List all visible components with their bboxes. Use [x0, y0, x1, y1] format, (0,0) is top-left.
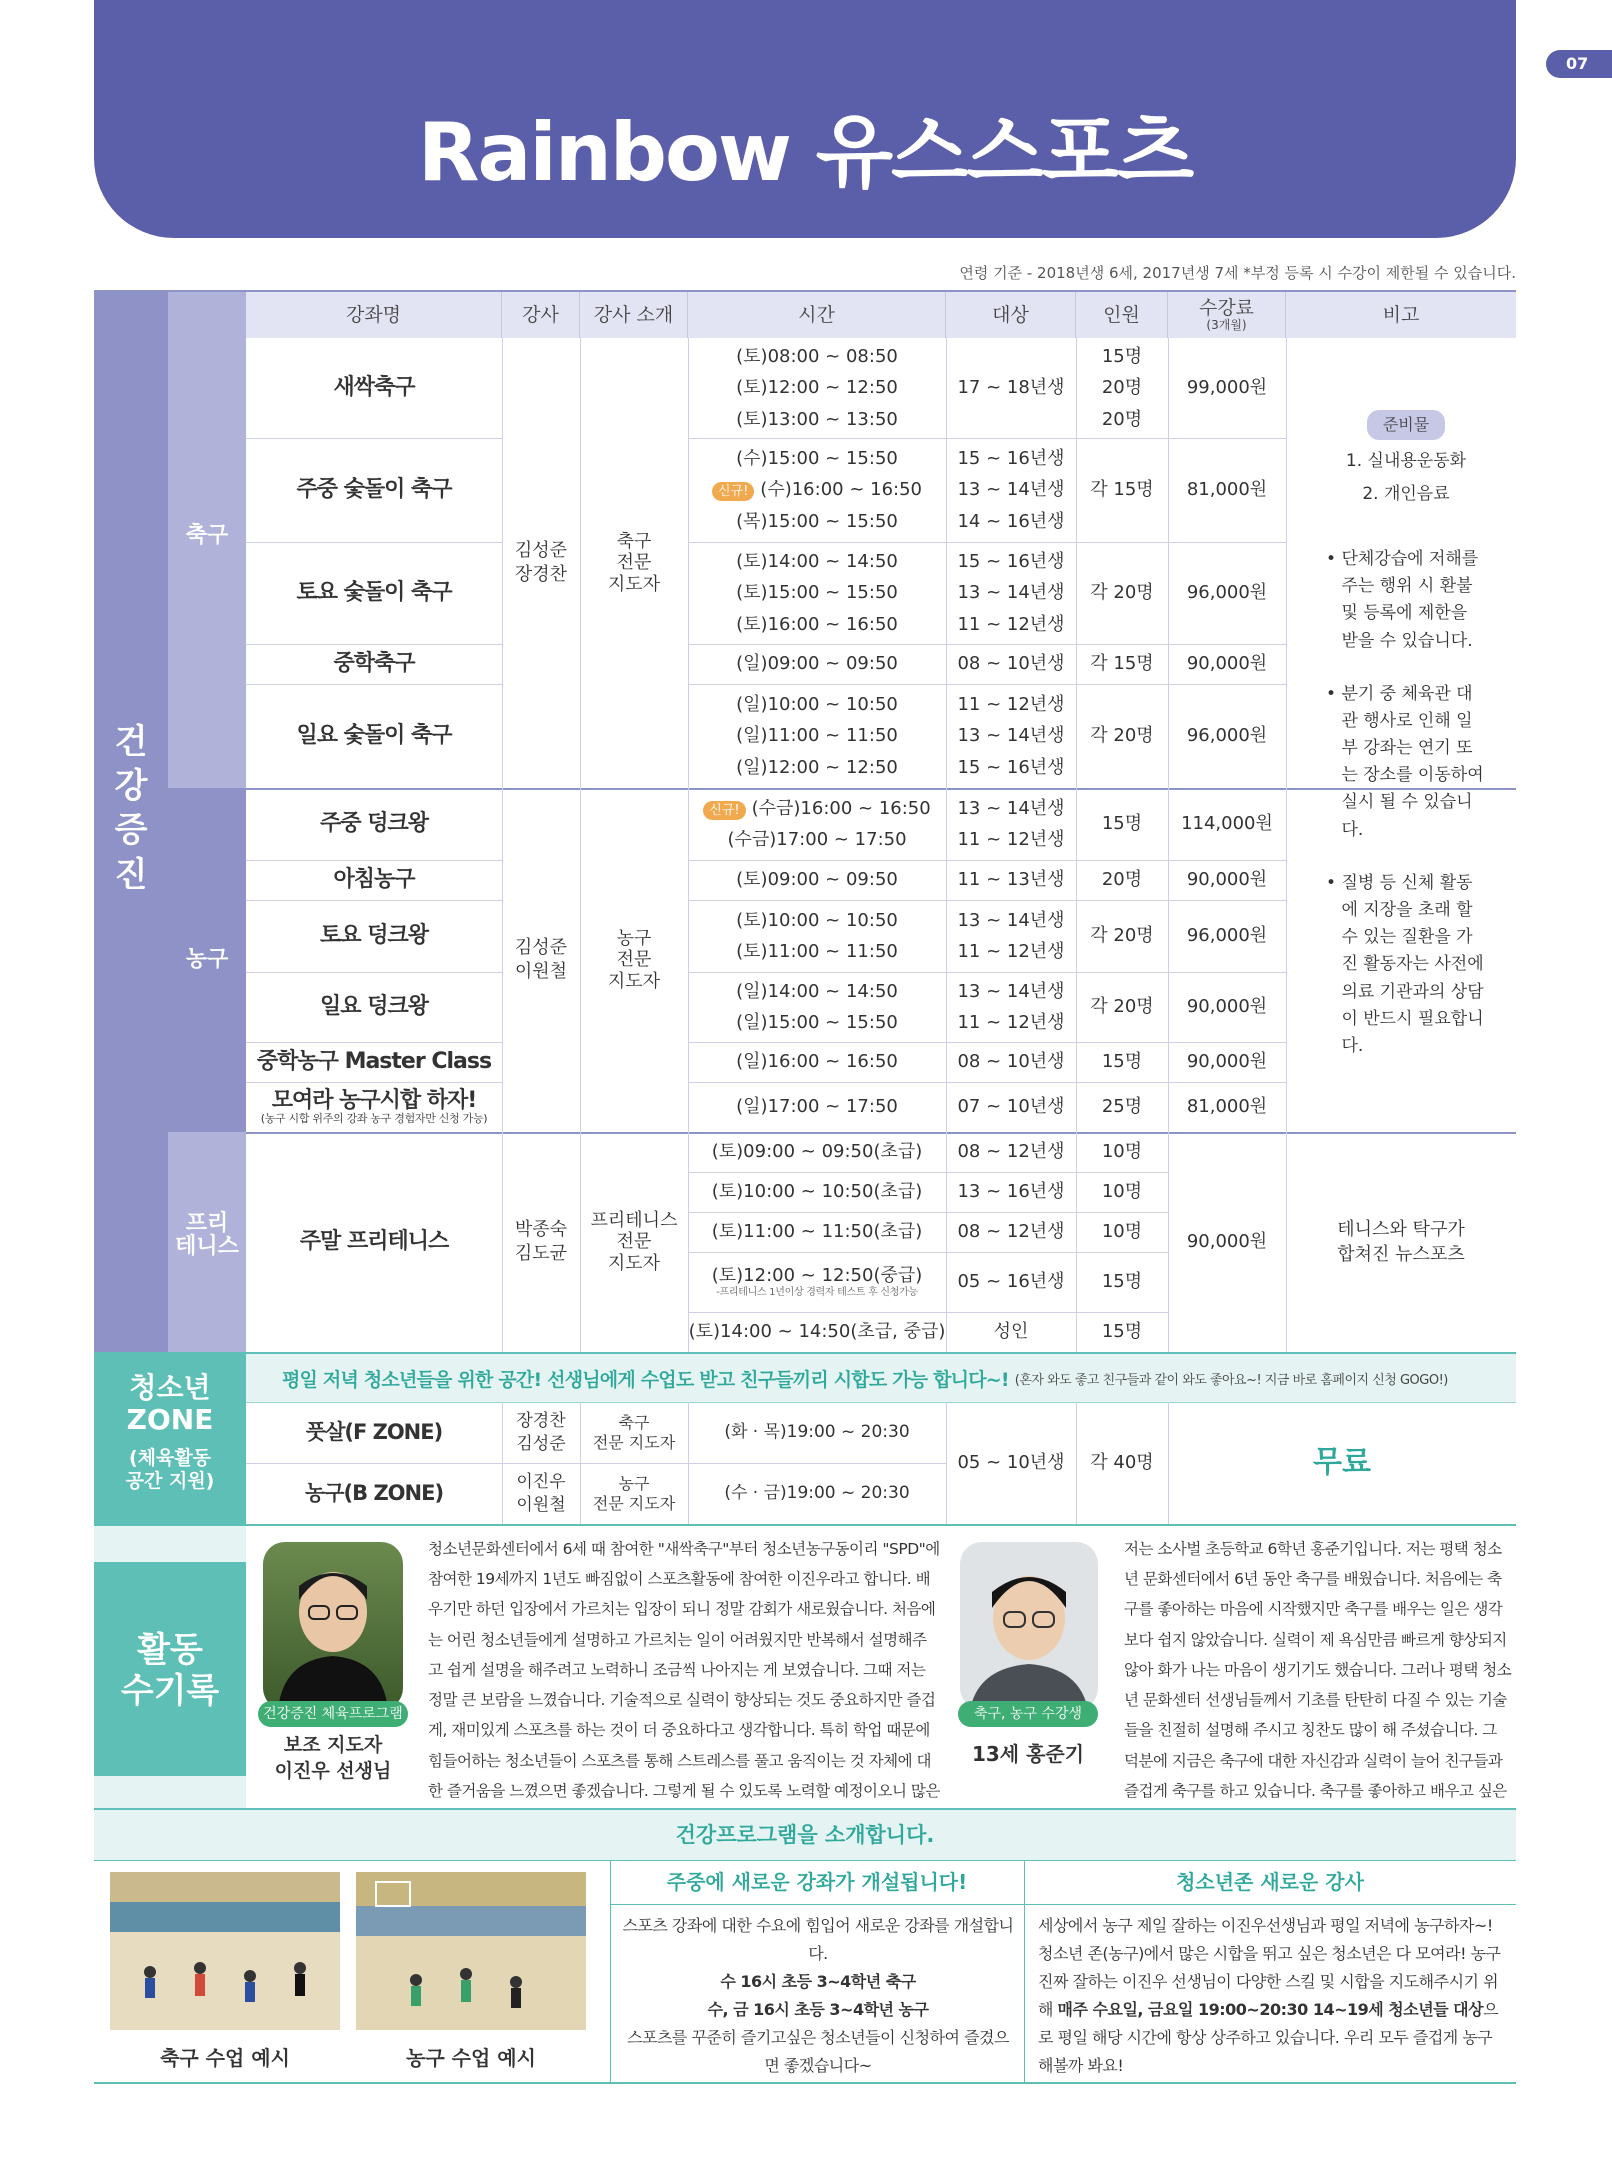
- time-slot: [736, 609, 898, 641]
- prep-label: 준비물: [1367, 410, 1445, 440]
- new-badge: 신규!: [712, 482, 754, 501]
- intro-line: [610, 1904, 1516, 1905]
- time-text: (일)10:00 ~ 10:50: [736, 693, 898, 715]
- box1-line: 수 16시 초등 3~4학년 축구: [720, 1972, 916, 1991]
- time-text: (토)08:00 ~ 08:50: [736, 345, 898, 367]
- tennis-course-name: 주말 프리테니스: [299, 1228, 449, 1254]
- soccer-target: [946, 438, 1076, 542]
- photo-caption: 농구 수업 예시: [406, 2046, 536, 2070]
- soccer-intro: 축구 전문 지도자: [607, 530, 661, 595]
- time-text: (토)12:00 ~ 12:50: [736, 377, 898, 399]
- target-text: 11 ~ 12년생: [957, 1012, 1065, 1033]
- basketball-course-name: [246, 788, 502, 860]
- soccer-target: 17 ~ 18년생: [957, 377, 1065, 399]
- basketball-target: [946, 900, 1076, 972]
- remark-bullet: • 분기 중 체육관 대관 행사로 인해 일부 강좌는 연기 또는 장소를 이동하여 실시 될 수 있습니다.: [1326, 683, 1484, 840]
- page-title: Rainbow 유스스포츠: [417, 106, 1193, 199]
- youth-course-name: 농구(B ZONE): [304, 1481, 444, 1506]
- time-slot: [736, 936, 898, 968]
- youth-instructor: 이진우 이원철: [516, 1472, 566, 1515]
- youth-time: (화 · 목)19:00 ~ 20:30: [724, 1421, 910, 1442]
- remarks-panel: [1286, 338, 1516, 1132]
- soccer-course-name: [246, 438, 502, 542]
- basketball-time: [688, 972, 946, 1042]
- person-icon: [263, 1542, 403, 1710]
- youth-capacity: 각 40명: [1090, 1452, 1154, 1474]
- time-text: (토)15:00 ~ 15:50: [736, 582, 898, 604]
- basketball-fee: 90,000원: [1186, 1051, 1268, 1073]
- student-badge: 축구, 농구 수강생: [958, 1701, 1098, 1727]
- time-slot: [736, 905, 898, 937]
- time-text: (수)15:00 ~ 15:50: [736, 447, 898, 469]
- tennis-capacity: 10명: [1101, 1141, 1143, 1163]
- target-text: 13 ~ 14년생: [957, 479, 1065, 501]
- tennis-fee: 90,000원: [1186, 1231, 1268, 1253]
- tennis-category-label: 프리 테니스: [175, 1211, 239, 1260]
- box2-body: [1038, 1912, 1508, 2080]
- tennis-target: 성인: [993, 1321, 1029, 1343]
- header-banner: [94, 0, 1516, 238]
- age-note: 연령 기준 - 2018년생 6세, 2017년생 7세 *부정 등록 시 수강이 제한될 수 있습니다.: [959, 264, 1516, 282]
- tennis-time: [688, 1252, 946, 1312]
- soccer-capacity: 각 20명: [1090, 582, 1154, 604]
- student-photo: [960, 1542, 1098, 1710]
- time-slot: [736, 1007, 898, 1039]
- basketball-target: [946, 788, 1076, 860]
- header-target: 대상: [946, 292, 1076, 338]
- basketball-fee: 90,000원: [1186, 996, 1268, 1018]
- time-text: (토)09:00 ~ 09:50(초급): [711, 1141, 923, 1163]
- box1-line: 수, 금 16시 초등 3~4학년 농구: [707, 2000, 929, 2019]
- soccer-capacity: [1076, 338, 1168, 438]
- target-text: 15 ~ 16년생: [957, 550, 1065, 572]
- soccer-target: [946, 684, 1076, 788]
- time-slot: [736, 546, 898, 578]
- course-name-text: 모여라 농구시합 하자!: [271, 1087, 477, 1113]
- activity-label: 활동 수기록: [120, 1630, 220, 1711]
- youth-time: (수 · 금)19:00 ~ 20:30: [724, 1482, 910, 1503]
- time-text: (토)09:00 ~ 09:50: [736, 869, 898, 891]
- basketball-time: [688, 788, 946, 860]
- basketball-capacity: 각 20명: [1090, 925, 1154, 947]
- time-slot: [736, 506, 898, 538]
- soccer-time: [688, 644, 946, 684]
- soccer-time: [688, 338, 946, 438]
- soccer-target: 08 ~ 10년생: [957, 653, 1065, 675]
- soccer-time: [688, 542, 946, 644]
- section-health-label: 건강증진: [114, 722, 148, 895]
- header-course: 강좌명: [246, 292, 502, 338]
- course-name-text: 토요 덩크왕: [320, 922, 428, 948]
- soccer-class-photo: [110, 1872, 340, 2030]
- teacher-story: 청소년문화센터에서 6세 때 참여한 "새싹축구"부터 청소년농구동이리 "SPD"에 참여한 19세까지 1년도 빠짐없이 스포츠활동에 참여한 이진우라고 합니다. 배우기만 하던 입장에서 가르치는 입장이 되니 정말 감회가 새로웠습니다. 처음에는 어린 청소년들에게 설명하고 가르치는 일이 어려웠지만 반복해서 설명해주고 쉽게 설명을 해주려고 노력하니 조금씩 나아지는 게 보였습니다. 그때 저는 정말 큰 보람을 느꼈습니다. 기술적으로 실력이 향상되는 것도 중요하지만 즐겁게, 재미있게 스포츠를 하는 것이 더 중요하다고 생각합니다. 특히 학업 때문에 힘들어하는 청소년들이 스포츠를 통해 스트레스를 풀고 움직이는 것 자체에 대한 즐거움을 느꼈으면 좋겠습니다. 그렇게 될 수 있도록 노력할 예정이오니 많은: [428, 1540, 940, 1800]
- basketball-capacity: 15명: [1101, 813, 1143, 835]
- time-slot: [736, 648, 898, 680]
- soccer-fee: 96,000원: [1186, 582, 1268, 604]
- tennis-time: [688, 1172, 946, 1212]
- bottom-border: [94, 2082, 1516, 2084]
- youth-label: 청소년 ZONE: [126, 1371, 214, 1437]
- time-slot: [736, 720, 898, 752]
- student-story: 저는 소사벌 초등학교 6학년 홍준기입니다. 저는 평택 청소년 문화센터에서 6년 동안 축구를 배웠습니다. 처음에는 축구를 좋아하는 마음에 시작했지만 축구를 배우는 일은 생각보다 쉽지 않았습니다. 실력이 제 욕심만큼 빠르게 향상되지 않아 화가 나는 마음이 생기기도 했습니다. 그러나 평택 청소년 문화센터 선생님들께서 기초를 탄탄히 다질 수 있는 기술들을 친절히 설명해 주시고 칭찬도 많이 해 주셨습니다. 그 덕분에 지금은 축구에 대한 자신감과 실력이 늘어 친구들과 즐겁게 축구를 하고 있습니다. 축구를 좋아하고 배우고 싶은: [1124, 1540, 1512, 1800]
- time-slot: [736, 341, 898, 373]
- basketball-fee: 114,000원: [1181, 813, 1273, 835]
- remark-bullet: • 단체강습에 저해를 주는 행위 시 환불 및 등록에 제한을 받을 수 있습니다.: [1326, 548, 1479, 651]
- youth-banner-sub: (혼자 와도 좋고 친구들과 같이 와도 좋아요~! 지금 바로 홈페이지 신청 GOGO!): [1014, 1372, 1448, 1388]
- soccer-capacity: 각 20명: [1090, 725, 1154, 747]
- course-name-text: 아침농구: [333, 866, 415, 892]
- tennis-time: [688, 1132, 946, 1172]
- youth-banner: [246, 1354, 1516, 1402]
- header-fee-sub: (3개월): [1206, 317, 1247, 332]
- time-text: (일)15:00 ~ 15:50: [736, 1012, 898, 1033]
- soccer-fee: 81,000원: [1186, 479, 1268, 501]
- course-name-text: 일요 덩크왕: [320, 993, 428, 1019]
- header-fee-label: 수강료: [1198, 296, 1255, 319]
- target-text: 11 ~ 12년생: [957, 693, 1065, 715]
- soccer-target: [946, 542, 1076, 644]
- soccer-capacity: 각 15명: [1090, 653, 1154, 675]
- time-text: (토)11:00 ~ 11:50: [736, 941, 898, 962]
- time-text: (토)14:00 ~ 14:50(초급, 중급): [688, 1321, 946, 1343]
- basketball-fee: 96,000원: [1186, 925, 1268, 947]
- time-text: (토)13:00 ~ 13:50: [736, 408, 898, 430]
- soccer-fee: 96,000원: [1186, 725, 1268, 747]
- remark-bullet: • 질병 등 신체 활동에 지장을 초래 할 수 있는 질환을 가진 활동자는 사전에 의료 기관과의 상담이 반드시 필요합니다.: [1326, 872, 1484, 1056]
- course-name-text: 새싹축구: [333, 374, 415, 400]
- time-text: (수금)16:00 ~ 16:50: [751, 797, 931, 819]
- soccer-time: [688, 684, 946, 788]
- soccer-fee: 90,000원: [1186, 653, 1268, 675]
- youth-intro: 농구 전문 지도자: [592, 1474, 676, 1513]
- box1-line: 스포츠 강좌에 대한 수요에 힘입어 새로운 강좌를 개설합니다.: [622, 1916, 1014, 1963]
- soccer-course-name: [246, 684, 502, 788]
- teacher-photo: [263, 1542, 403, 1710]
- time-text: (토)16:00 ~ 16:50: [736, 613, 898, 635]
- basketball-intro: 농구 전문 지도자: [607, 927, 661, 992]
- basketball-course-name: [246, 972, 502, 1042]
- time-text: (토)12:00 ~ 12:50(중급): [711, 1265, 923, 1287]
- photo-caption: 축구 수업 예시: [160, 2046, 290, 2070]
- time-text: (수)16:00 ~ 16:50: [760, 479, 923, 501]
- time-slot: [736, 1091, 898, 1123]
- basketball-time: [688, 900, 946, 972]
- course-name-sub: (농구 시합 위주의 강좌 농구 경험자만 신청 가능): [260, 1112, 488, 1126]
- box2-text: 으로 평일 해당 시간에 항상 상주하고 있습니다. 우리 모두 즐겁게 농구 해볼까 봐요!: [1038, 2000, 1499, 2075]
- soccer-instructor: 김성준 장경찬: [514, 539, 568, 585]
- box2-bold: 매주 수요일, 금요일 19:00~20:30 14~19세 청소년들 대상: [1057, 2000, 1484, 2019]
- box2-text: 세상에서 농구 제일 잘하는 이진우선생님과 평일 저녁에 농구하자~! 청소년 존(농구)에서 많은 시합을 뛰고 싶은 청소년은 다 모여라! 농구 진짜 잘하는 이진우 선생님이 다양한 스킬 및 시합을 지도해주시기 위해: [1038, 1916, 1501, 2019]
- time-text: (수금)17:00 ~ 17:50: [727, 829, 907, 850]
- basketball-target: 08 ~ 10년생: [957, 1051, 1065, 1073]
- time-text: (일)12:00 ~ 12:50: [736, 756, 898, 778]
- basketball-capacity: 15명: [1101, 1051, 1143, 1073]
- soccer-capacity: 각 15명: [1090, 479, 1154, 501]
- header-time: 시간: [688, 292, 946, 338]
- box1-line: 스포츠를 꾸준히 즐기고싶은 청소년들이 신청하여 즐겼으면 좋겠습니다~: [627, 2028, 1009, 2075]
- student-name: 13세 홍준기: [971, 1742, 1085, 1766]
- basketball-course-name: [246, 900, 502, 972]
- youth-intro: 축구 전문 지도자: [592, 1413, 676, 1452]
- time-slot: [736, 1046, 898, 1078]
- target-text: 14 ~ 16년생: [957, 510, 1065, 532]
- target-text: 11 ~ 12년생: [957, 941, 1065, 962]
- teacher-name: 이진우 선생님: [274, 1760, 392, 1782]
- tennis-intro: 프리테니스 전문 지도자: [590, 1209, 678, 1274]
- basketball-fee: 81,000원: [1186, 1096, 1268, 1118]
- basketball-category-label: 농구: [185, 947, 229, 972]
- header-fee: [1168, 292, 1286, 338]
- soccer-course-name: [246, 644, 502, 684]
- time-slot: [736, 976, 898, 1008]
- basketball-fee: 90,000원: [1186, 869, 1268, 891]
- time-text: (일)11:00 ~ 11:50: [736, 725, 898, 747]
- target-text: 13 ~ 14년생: [957, 980, 1065, 1002]
- youth-instructor: 장경찬 김성준: [516, 1411, 566, 1454]
- capacity-text: 15명: [1101, 345, 1143, 367]
- capacity-text: 20명: [1101, 377, 1143, 399]
- time-text: (토)11:00 ~ 11:50(초급): [711, 1221, 923, 1243]
- new-badge: 신규!: [703, 801, 745, 820]
- header-capacity: 인원: [1076, 292, 1168, 338]
- basketball-class-photo: [356, 1872, 586, 2030]
- intro-title-bar: [94, 1810, 1516, 1860]
- teacher-role: 보조 지도자: [283, 1734, 383, 1756]
- time-text: (토)10:00 ~ 10:50: [736, 909, 898, 931]
- tennis-instructor: 박종숙 김도균: [514, 1218, 568, 1264]
- basketball-course-name: [246, 860, 502, 900]
- course-name-text: 일요 숯돌이 축구: [296, 722, 452, 748]
- course-name-text: 중학농구 Master Class: [256, 1048, 492, 1074]
- time-slot: [736, 752, 898, 784]
- time-slot: [727, 824, 906, 856]
- target-text: 13 ~ 14년생: [957, 797, 1065, 819]
- time-slot: [736, 372, 898, 404]
- header-remark: 비고: [1286, 292, 1516, 338]
- basketball-course-name: [246, 1042, 502, 1082]
- basketball-capacity: 25명: [1101, 1096, 1143, 1118]
- target-text: 13 ~ 14년생: [957, 909, 1065, 931]
- soccer-course-name: [246, 338, 502, 438]
- target-text: 15 ~ 16년생: [957, 756, 1065, 778]
- youth-target: 05 ~ 10년생: [957, 1452, 1065, 1474]
- tennis-capacity: 15명: [1101, 1271, 1143, 1293]
- time-text: (목)15:00 ~ 15:50: [736, 510, 898, 532]
- youth-sublabel: (체육활동 공간 지원): [125, 1447, 215, 1492]
- prep-item: 1. 실내용운동화: [1345, 450, 1467, 471]
- box1-title: 주중에 새로운 강좌가 개설됩니다!: [666, 1870, 968, 1894]
- tennis-capacity: 10명: [1101, 1221, 1143, 1243]
- soccer-time: [688, 438, 946, 542]
- intro-title: 건강프로그램을 소개합니다.: [675, 1823, 935, 1847]
- time-slot: [736, 443, 898, 475]
- tennis-target: 13 ~ 16년생: [957, 1181, 1065, 1203]
- players-icon: [110, 1872, 340, 2030]
- tennis-capacity: 15명: [1101, 1321, 1143, 1343]
- players-icon: [356, 1872, 586, 2030]
- page-number: 07: [1546, 50, 1612, 78]
- target-text: 11 ~ 12년생: [957, 829, 1065, 850]
- course-name-text: 주중 숯돌이 축구: [296, 476, 452, 502]
- tennis-remark: 테니스와 탁구가 합쳐진 뉴스포츠: [1337, 1218, 1465, 1265]
- basketball-instructor: 김성준 이원철: [514, 936, 568, 982]
- time-text: (토)14:00 ~ 14:50: [736, 550, 898, 572]
- time-slot: [736, 864, 898, 896]
- youth-banner-text: 평일 저녁 청소년들을 위한 공간! 선생님에게 수업도 받고 친구들끼리 시합도 가능 합니다~!: [282, 1368, 1009, 1391]
- time-slot: [712, 474, 922, 506]
- tennis-capacity: 10명: [1101, 1181, 1143, 1203]
- youth-course-name: 풋살(F ZONE): [305, 1420, 443, 1445]
- basketball-time: [688, 860, 946, 900]
- target-text: 11 ~ 12년생: [957, 613, 1065, 635]
- course-name-text: 주중 덩크왕: [320, 810, 428, 836]
- basketball-course-name: [246, 1082, 502, 1132]
- time-slot: [736, 577, 898, 609]
- header-intro: 강사 소개: [580, 292, 688, 338]
- basketball-target: [946, 972, 1076, 1042]
- basketball-target: 11 ~ 13년생: [957, 869, 1065, 891]
- target-text: 13 ~ 14년생: [957, 582, 1065, 604]
- time-slot: [736, 689, 898, 721]
- capacity-text: 20명: [1101, 408, 1143, 430]
- basketball-time: [688, 1042, 946, 1082]
- time-text: (일)17:00 ~ 17:50: [736, 1096, 898, 1118]
- target-text: 15 ~ 16년생: [957, 447, 1065, 469]
- tennis-target: 05 ~ 16년생: [957, 1271, 1065, 1293]
- header-instructor: 강사: [502, 292, 580, 338]
- youth-fee: 무료: [1313, 1444, 1371, 1480]
- tennis-target: 08 ~ 12년생: [957, 1221, 1065, 1243]
- course-name-text: 토요 숯돌이 축구: [296, 579, 452, 605]
- tennis-target: 08 ~ 12년생: [957, 1141, 1065, 1163]
- box1-body: [622, 1912, 1014, 2080]
- prep-item: 2. 개인음료: [1362, 483, 1450, 504]
- time-text: (일)16:00 ~ 16:50: [736, 1051, 898, 1073]
- time-text: (일)14:00 ~ 14:50: [736, 980, 898, 1002]
- basketball-capacity: 20명: [1101, 869, 1143, 891]
- person-icon: [960, 1542, 1098, 1710]
- course-name-text: 중학축구: [333, 650, 415, 676]
- target-text: 13 ~ 14년생: [957, 725, 1065, 747]
- box2-title: 청소년존 새로운 강사: [1176, 1870, 1364, 1894]
- time-slot: [703, 793, 930, 825]
- basketball-target: 07 ~ 10년생: [957, 1096, 1065, 1118]
- time-sub: -프리테니스 1년이상 경력자 테스트 후 신청가능: [716, 1286, 918, 1298]
- tennis-time: [688, 1212, 946, 1252]
- time-text: (토)10:00 ~ 10:50(초급): [711, 1181, 923, 1203]
- basketball-capacity: 각 20명: [1090, 996, 1154, 1018]
- soccer-category-label: 축구: [185, 523, 229, 548]
- soccer-fee: 99,000원: [1186, 377, 1268, 399]
- tennis-time: [688, 1312, 946, 1352]
- activity-top-border: [94, 1524, 1516, 1526]
- time-text: (일)09:00 ~ 09:50: [736, 653, 898, 675]
- time-slot: [736, 404, 898, 436]
- basketball-time: [688, 1082, 946, 1132]
- soccer-course-name: [246, 542, 502, 644]
- teacher-badge: 건강증진 체육프로그램: [258, 1701, 408, 1727]
